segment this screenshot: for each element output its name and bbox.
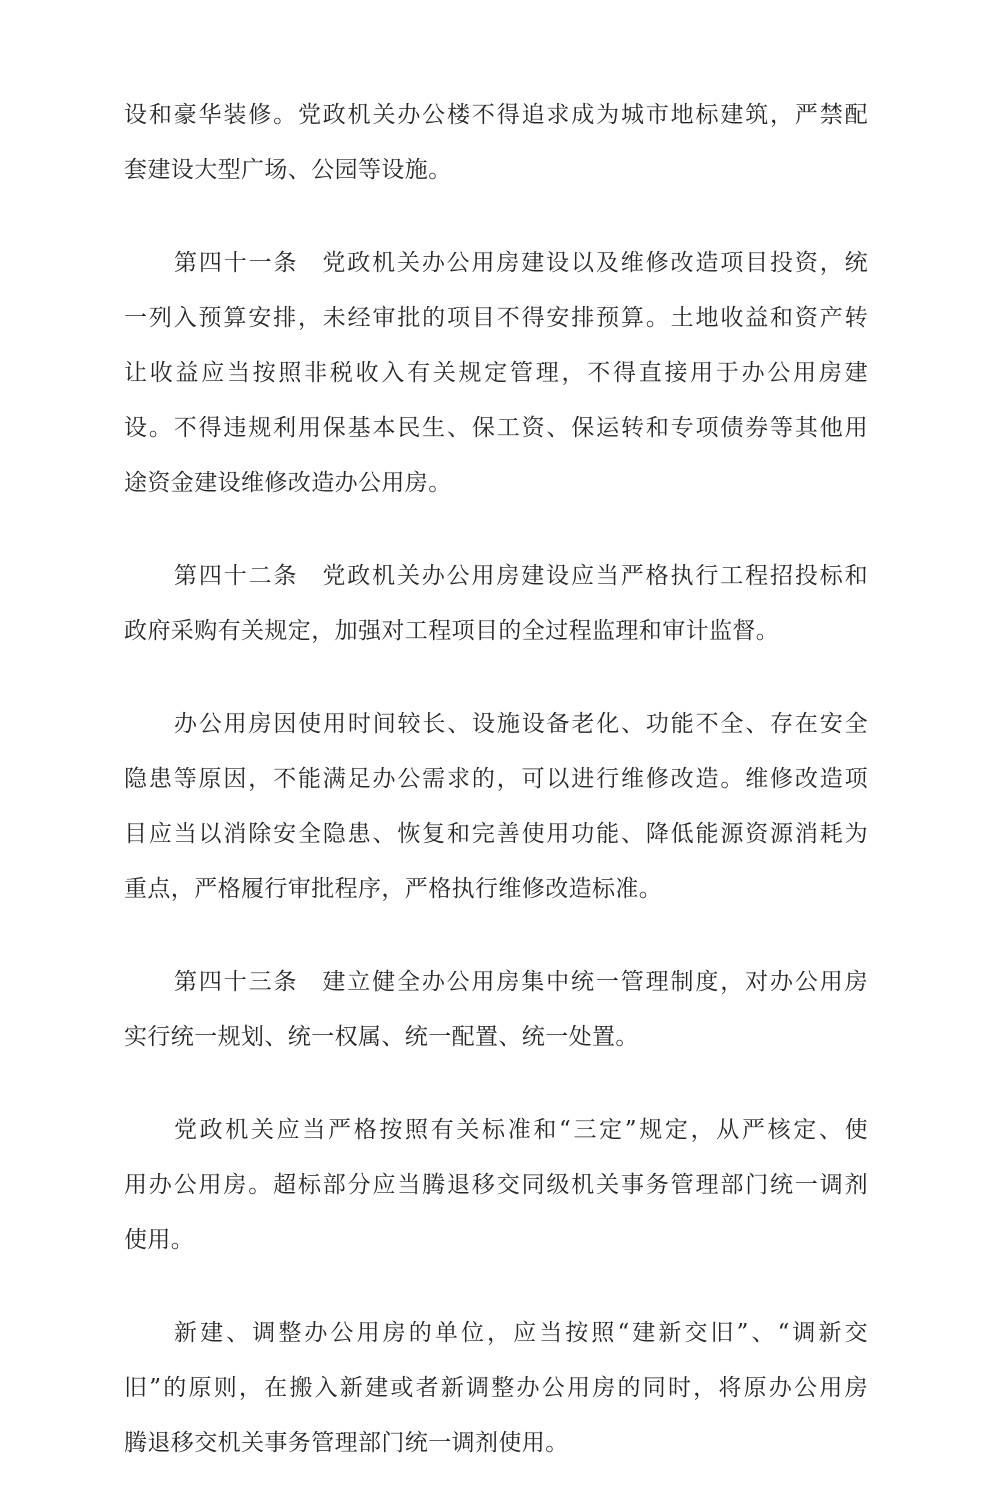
paragraph-line: 党政机关办公用房建设应当严格执行工程招投标和	[322, 563, 868, 589]
paragraph-line: 用办公用房。超标部分应当腾退移交同级机关事务管理部门统一调剂	[124, 1172, 868, 1198]
paragraph-line: 使用。	[124, 1227, 195, 1253]
indent-spacer	[124, 563, 174, 589]
indent-spacer	[124, 711, 174, 737]
indent-spacer	[124, 1117, 174, 1143]
paragraph-line: 设。不得违规利用保基本民生、保工资、保运转和专项债券等其他用	[124, 415, 868, 441]
article-number: 第四十三条	[174, 969, 299, 995]
paragraph-line: 建立健全办公用房集中统一管理制度，对办公用房	[322, 969, 868, 995]
paragraph-first-line	[124, 1103, 868, 1158]
article-42	[124, 549, 868, 659]
paragraph-first-line	[124, 236, 868, 291]
article-41	[124, 236, 868, 511]
paragraph-p6	[124, 1103, 868, 1268]
paragraph-line: 党政机关应当严格按照有关标准和“三定”规定，从严核定、使	[174, 1117, 868, 1143]
paragraph-line: 旧”的原则，在搬入新建或者新调整办公用房的同时，将原办公用房	[124, 1375, 868, 1401]
indent-spacer	[124, 1320, 174, 1346]
paragraph-p4	[124, 697, 868, 917]
paragraph-line: 政府采购有关规定，加强对工程项目的全过程监理和审计监督。	[124, 618, 780, 644]
paragraph-line: 办公用房因使用时间较长、设施设备老化、功能不全、存在安全	[174, 711, 868, 737]
paragraph-line: 新建、调整办公用房的单位，应当按照“建新交旧”、“调新交	[174, 1320, 868, 1346]
paragraph-line: 腾退移交机关事务管理部门统一调剂使用。	[124, 1430, 569, 1456]
paragraph-line: 一列入预算安排，未经审批的项目不得安排预算。土地收益和资产转	[124, 305, 868, 331]
article-number: 第四十一条	[174, 250, 299, 276]
paragraph-line: 途资金建设维修改造办公用房。	[124, 470, 452, 496]
indent-spacer	[124, 250, 174, 276]
article-43	[124, 955, 868, 1065]
paragraph-first-line	[124, 1306, 868, 1361]
paragraph-line: 实行统一规划、统一权属、统一配置、统一处置。	[124, 1024, 639, 1050]
paragraph-p7	[124, 1306, 868, 1471]
paragraph-line: 隐患等原因，不能满足办公需求的，可以进行维修改造。维修改造项	[124, 766, 868, 792]
paragraph-line: 重点，严格履行审批程序，严格执行维修改造标准。	[124, 876, 663, 902]
paragraph-line: 设和豪华装修。党政机关办公楼不得追求成为城市地标建筑，严禁配	[124, 102, 868, 128]
indent-spacer	[124, 969, 174, 995]
document-page	[124, 88, 868, 1509]
paragraph-line: 党政机关办公用房建设以及维修改造项目投资，统	[322, 250, 868, 276]
paragraph-first-line	[124, 549, 868, 604]
paragraph-line: 套建设大型广场、公园等设施。	[124, 157, 452, 183]
article-number: 第四十二条	[174, 563, 299, 589]
paragraph-first-line	[124, 955, 868, 1010]
paragraph-p1	[124, 88, 868, 198]
paragraph-first-line	[124, 697, 868, 752]
paragraph-line: 目应当以消除安全隐患、恢复和完善使用功能、降低能源资源消耗为	[124, 821, 868, 847]
paragraph-line: 让收益应当按照非税收入有关规定管理，不得直接用于办公用房建	[124, 360, 868, 386]
